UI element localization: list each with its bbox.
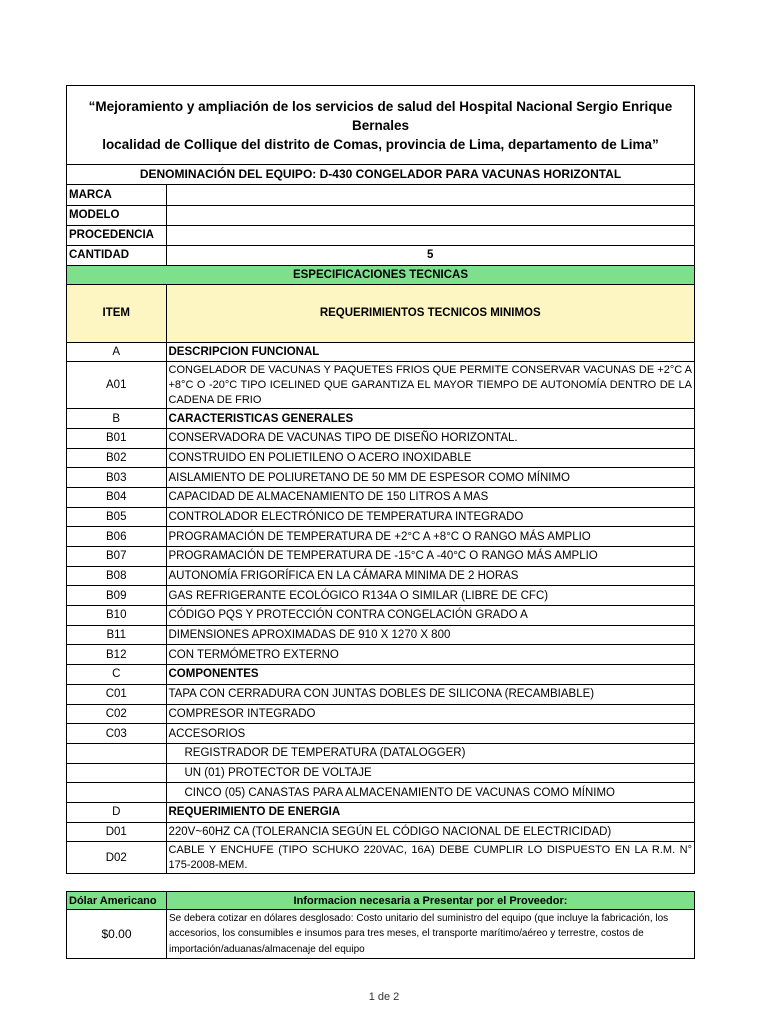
info-label: MODELO [67, 205, 166, 225]
spec-sheet [66, 85, 695, 874]
section-row [67, 342, 694, 362]
spec-row [67, 547, 694, 567]
spec-row [67, 507, 694, 527]
requirement-text: CABLE Y ENCHUFE (TIPO SCHUKO 220VAC, 16A) DEBE CUMPLIR LO DISPUESTO EN LA R.M. N° 175-2008-MEM. [166, 842, 694, 873]
requirement-text: GAS REFRIGERANTE ECOLÓGICO R134A O SIMILAR (LIBRE DE CFC) [166, 586, 694, 606]
spec-row [67, 468, 694, 488]
requirement-text: UN (01) PROTECTOR DE VOLTAJE [166, 763, 694, 783]
requirement-text: CONTROLADOR ELECTRÓNICO DE TEMPERATURA INTEGRADO [166, 507, 694, 527]
item-code: A01 [67, 362, 166, 409]
item-code: D [67, 802, 166, 822]
price-value: $0.00 [67, 910, 167, 959]
requirement-text: ACCESORIOS [166, 724, 694, 744]
requirement-text: REGISTRADOR DE TEMPERATURA (DATALOGGER) [166, 743, 694, 763]
requirement-text: 220V~60HZ CA (TOLERANCIA SEGÚN EL CÓDIGO NACIONAL DE ELECTRICIDAD) [166, 822, 694, 842]
spec-row [67, 645, 694, 665]
requirement-text: AISLAMIENTO DE POLIURETANO DE 50 MM DE ESPESOR COMO MÍNIMO [166, 468, 694, 488]
info-value [166, 185, 694, 205]
requirement-text: CONSTRUIDO EN POLIETILENO O ACERO INOXIDABLE [166, 448, 694, 468]
spec-row [67, 625, 694, 645]
info-label: CANTIDAD [67, 245, 166, 265]
section-title: REQUERIMIENTO DE ENERGIA [166, 802, 694, 822]
section-row [67, 409, 694, 429]
provider-table [66, 891, 695, 959]
spec-row [67, 684, 694, 704]
spec-row [67, 606, 694, 626]
info-row-procedencia [67, 225, 694, 245]
item-code: B01 [67, 428, 166, 448]
spec-row [67, 566, 694, 586]
requirement-text: CAPACIDAD DE ALMACENAMIENTO DE 150 LITROS A MAS [166, 487, 694, 507]
item-code: B04 [67, 487, 166, 507]
page-number: 1 de 2 [368, 991, 400, 1003]
spec-row [67, 448, 694, 468]
item-code: A [67, 342, 166, 362]
item-code: C02 [67, 704, 166, 724]
item-code: B12 [67, 645, 166, 665]
requirement-text: CONGELADOR DE VACUNAS Y PAQUETES FRIOS QUE PERMITE CONSERVAR VACUNAS DE +2°C A +8°C O -20°C TIPO ICELINED QUE GARANTIZA EL MAYOR TIEMPO DE AUTONOMÍA DENTRO DE LA CADENA DE FRIO [166, 362, 694, 409]
column-req-header: REQUERIMIENTOS TECNICOS MINIMOS [166, 284, 694, 342]
equipment-name: DENOMINACIÓN DEL EQUIPO: D-430 CONGELADOR PARA VACUNAS HORIZONTAL [67, 165, 694, 185]
spec-row [67, 487, 694, 507]
column-header-row [67, 284, 694, 342]
item-code: B09 [67, 586, 166, 606]
spec-row [67, 783, 694, 803]
requirement-text: AUTONOMÍA FRIGORÍFICA EN LA CÁMARA MINIMA DE 2 HORAS [166, 566, 694, 586]
section-title: COMPONENTES [166, 665, 694, 685]
requirement-text: TAPA CON CERRADURA CON JUNTAS DOBLES DE SILICONA (RECAMBIABLE) [166, 684, 694, 704]
spec-row [67, 586, 694, 606]
spec-row [67, 704, 694, 724]
item-code: B [67, 409, 166, 429]
requirement-text: CÓDIGO PQS Y PROTECCIÓN CONTRA CONGELACIÓN GRADO A [166, 606, 694, 626]
item-code: B03 [67, 468, 166, 488]
item-code: C01 [67, 684, 166, 704]
info-value [166, 205, 694, 225]
item-code: D01 [67, 822, 166, 842]
item-code [67, 763, 166, 783]
info-value [166, 225, 694, 245]
currency-label: Dólar Americano [67, 892, 167, 910]
spec-row [67, 842, 694, 873]
spec-row [67, 362, 694, 409]
item-code: B11 [67, 625, 166, 645]
section-row [67, 665, 694, 685]
item-code: B06 [67, 527, 166, 547]
requirement-text: CINCO (05) CANASTAS PARA ALMACENAMIENTO DE VACUNAS COMO MÍNIMO [166, 783, 694, 803]
item-code [67, 783, 166, 803]
item-code: C03 [67, 724, 166, 744]
item-code: B05 [67, 507, 166, 527]
provider-info-label: Informacion necesaria a Presentar por el Proveedor: [167, 892, 695, 910]
requirement-text: CON TERMÓMETRO EXTERNO [166, 645, 694, 665]
title-line-1: “Mejoramiento y ampliación de los servicios de salud del Hospital Nacional Sergio Enrique Bernales [88, 98, 673, 133]
info-label: PROCEDENCIA [67, 225, 166, 245]
spec-header-row [67, 265, 694, 284]
info-label: MARCA [67, 185, 166, 205]
requirement-text: COMPRESOR INTEGRADO [166, 704, 694, 724]
spec-row [67, 743, 694, 763]
section-row [67, 802, 694, 822]
section-title: DESCRIPCION FUNCIONAL [166, 342, 694, 362]
item-code [67, 743, 166, 763]
info-row-modelo [67, 205, 694, 225]
provider-section [66, 891, 695, 959]
column-item-header: ITEM [67, 284, 166, 342]
title-line-2: localidad de Collique del distrito de Comas, provincia de Lima, departamento de Lima” [102, 136, 659, 152]
section-title: CARACTERISTICAS GENERALES [166, 409, 694, 429]
item-code: B10 [67, 606, 166, 626]
spec-table [67, 185, 694, 873]
requirement-text: CONSERVADORA DE VACUNAS TIPO DE DISEÑO HORIZONTAL. [166, 428, 694, 448]
item-code: C [67, 665, 166, 685]
requirement-text: PROGRAMACIÓN DE TEMPERATURA DE -15°C A -40°C O RANGO MÁS AMPLIO [166, 547, 694, 567]
spec-row [67, 428, 694, 448]
spec-header: ESPECIFICACIONES TECNICAS [67, 265, 694, 284]
item-code: B07 [67, 547, 166, 567]
spec-row [67, 724, 694, 744]
document-title [67, 86, 694, 165]
info-row-cantidad [67, 245, 694, 265]
item-code: D02 [67, 842, 166, 873]
quantity-value: 5 [166, 245, 694, 265]
spec-row [67, 527, 694, 547]
info-row-marca [67, 185, 694, 205]
provider-info-text: Se debera cotizar en dólares desglosado: Costo unitario del suministro del equipo (que incluye la fabricación, los accesorios, los consumibles e insumos para tres meses, el transporte marítimo/aéreo y terrestre, costos de importación/aduanas/almacenaje del equipo [167, 910, 695, 959]
item-code: B02 [67, 448, 166, 468]
requirement-text: PROGRAMACIÓN DE TEMPERATURA DE +2°C A +8°C O RANGO MÁS AMPLIO [166, 527, 694, 547]
item-code: B08 [67, 566, 166, 586]
requirement-text: DIMENSIONES APROXIMADAS DE 910 X 1270 X 800 [166, 625, 694, 645]
spec-row [67, 763, 694, 783]
spec-row [67, 822, 694, 842]
